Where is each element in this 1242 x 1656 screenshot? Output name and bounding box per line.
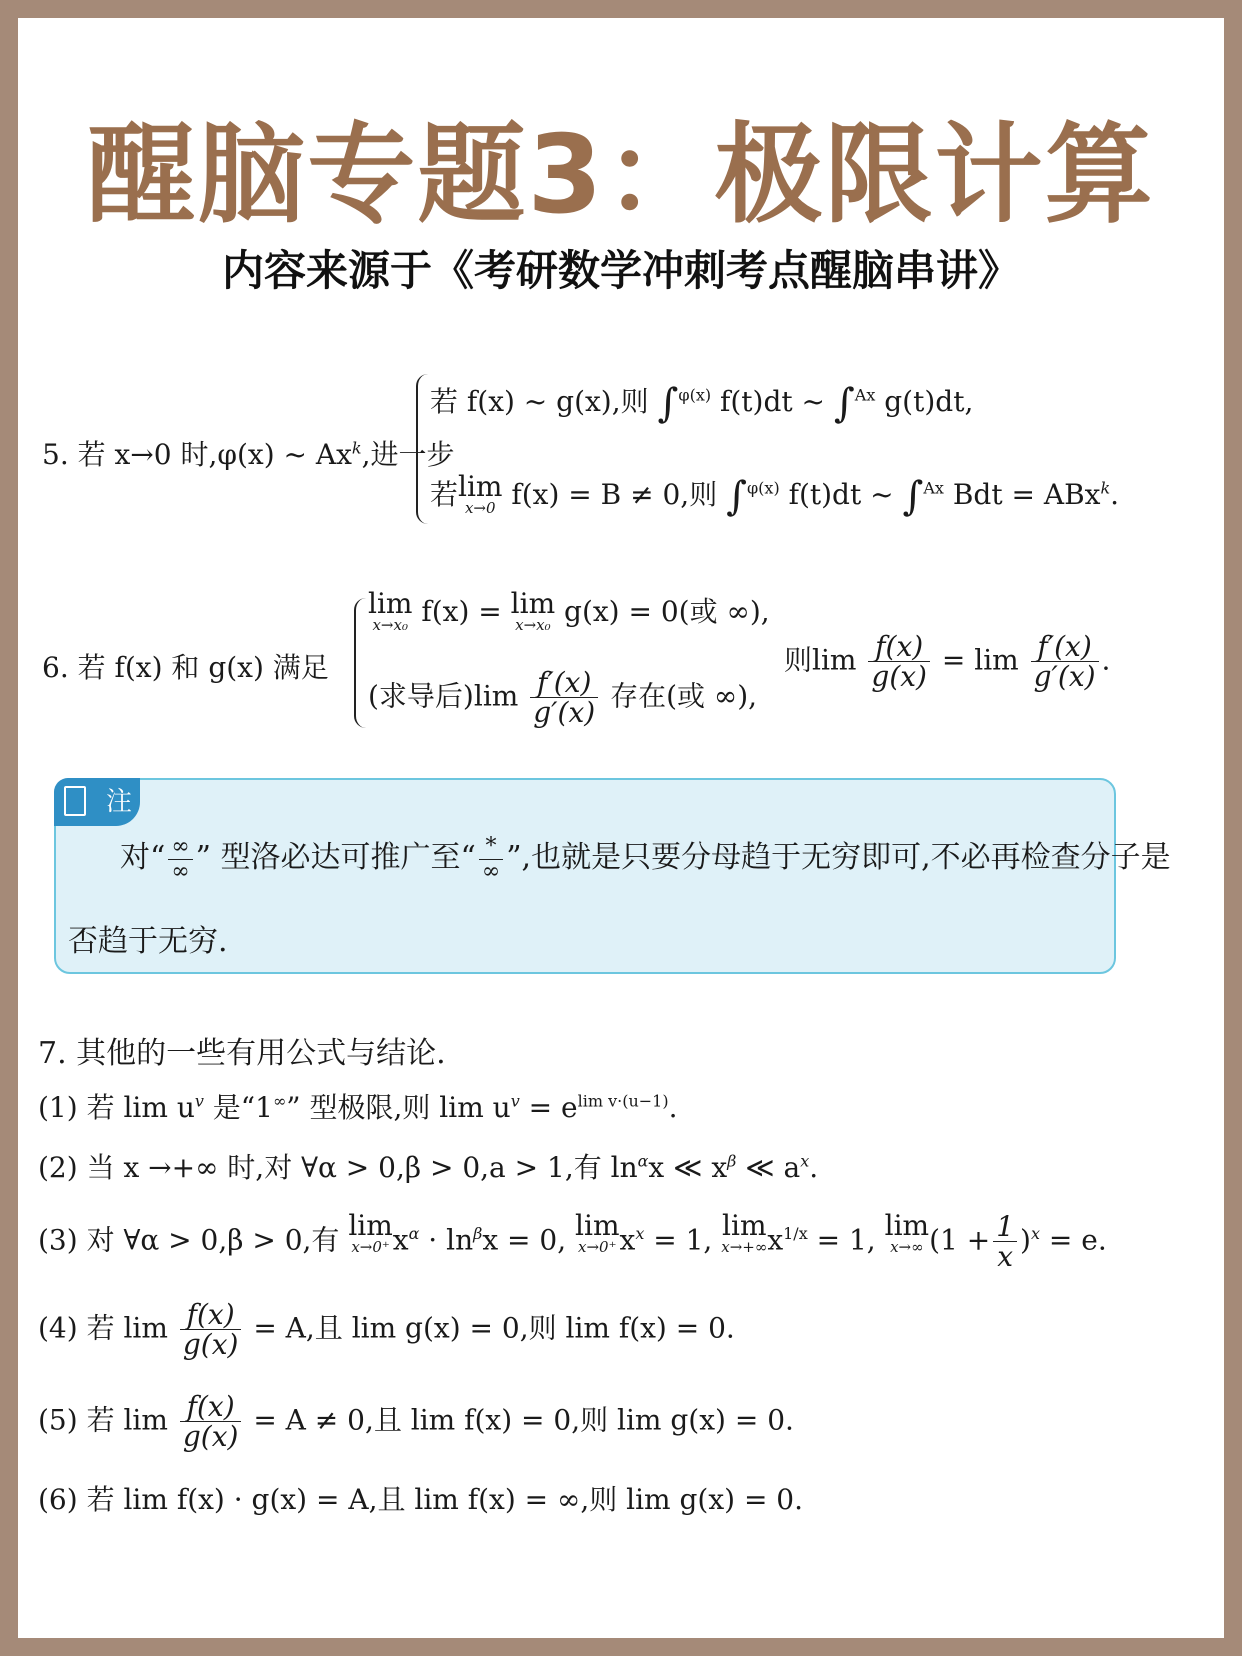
item6-brace: [354, 598, 366, 728]
note-edit-icon: [64, 786, 86, 816]
item5-intro: 5. 若 x→0 时,φ(x) ~ Ax$^k$,进一步: [42, 438, 455, 471]
item6-line2: (求导后)lim $\frac{f'(x)}{g'(x)}$ 存在(或 ∞),: [368, 666, 758, 730]
item6-conclusion: 则lim $\frac{f(x)}{g(x)}$ = lim $\frac{f'(x)}{g'(x)}$ .: [784, 630, 1111, 694]
item5-line2: 若lim x→0 f(x) = B ≠ 0,则 ∫$^{\varphi(x)}$ f(t)dt ~ ∫$^{Ax}$ Bdt = ABx$^k$.: [430, 470, 1120, 520]
page-title: 醒脑专题3：极限计算: [87, 113, 1155, 238]
item7-rule-1: (1) 若 $\lim u^v$ 是“1∞” 型极限,则 $\lim u^v = e^{lim v\cdot(u-1)}$.: [38, 1091, 678, 1124]
item5-brace: [416, 374, 428, 524]
integral-sign: ∫: [657, 380, 679, 427]
item7-rule-2: (2) 当 x →+∞ 时,对 ∀α > 0,β > 0,a > 1,有 $\ln^\alpha x$ ≪ $x^\beta$ ≪ $a^x$.: [38, 1151, 819, 1184]
integral-sign: ∫: [902, 473, 924, 520]
item7-rule-3: (3) 对 ∀α > 0,β > 0,有 lim x→0⁺ $x^\alpha \cdot \ln^\beta x = 0$, lim x→0⁺ $x^x = 1$, lim x→+∞ $x^{1/x} = 1$, lim x→∞ (1 + $\frac{1}{x}$ )$^x$ = e.: [38, 1209, 1107, 1274]
item5-line1: 若 f(x) ~ g(x),则 ∫$^{\varphi(x)}$ f(t)dt ~ ∫$^{Ax}$ g(t)dt,: [430, 380, 974, 427]
integral-sign: ∫: [833, 380, 855, 427]
note-tag: 注: [54, 778, 140, 826]
note-line-1: 对“ $\frac{\infty}{\infty}$ ” 型洛必达可推广至“ $\frac{*}{\infty}$ ”,也就是只要分母趋于无穷即可,不必再检查分子是: [120, 834, 1171, 884]
item6-intro: 6. 若 f(x) 和 g(x) 满足: [42, 651, 329, 684]
integral-sign: ∫: [726, 473, 747, 520]
item6-line1: lim x→x₀ f(x) = lim x→x₀ g(x) = 0(或 ∞),: [368, 587, 770, 634]
item7-rule-6: (6) 若 lim f(x) · g(x) = A,且 lim f(x) = ∞,则 lim g(x) = 0.: [38, 1483, 804, 1516]
page: [18, 18, 1224, 1638]
page-subtitle: 内容来源于《考研数学冲刺考点醒脑串讲》: [221, 246, 1020, 295]
item7-heading: 7. 其他的一些有用公式与结论.: [38, 1036, 446, 1071]
note-line-2: 否趋于无穷.: [68, 924, 228, 959]
note-box: [54, 778, 1171, 974]
item7-rule-5: (5) 若 lim $\frac{f(x)}{g(x)}$ = A ≠ 0,且 lim f(x) = 0,则 lim g(x) = 0.: [38, 1390, 794, 1454]
item7-rule-4: (4) 若 lim $\frac{f(x)}{g(x)}$ = A,且 lim g(x) = 0,则 lim f(x) = 0.: [38, 1298, 735, 1362]
